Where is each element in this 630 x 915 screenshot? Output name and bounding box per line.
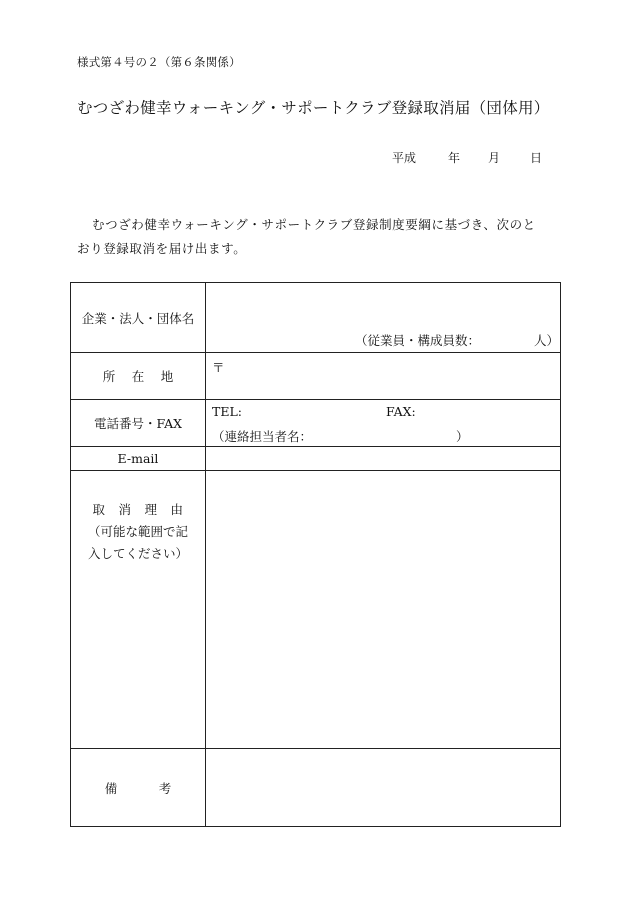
address-label-char-1: 所 bbox=[102, 369, 116, 384]
contact-name-suffix: ） bbox=[456, 429, 469, 444]
fax-label: FAX: bbox=[386, 404, 416, 419]
email-row bbox=[71, 447, 561, 471]
address-field[interactable] bbox=[206, 353, 561, 400]
reason-label-line-3: 入してください） bbox=[87, 546, 188, 561]
reason-row bbox=[71, 471, 561, 749]
body-text-line-2: おり登録取消を届け出ます。 bbox=[77, 241, 247, 256]
form-number: 様式第４号の２（第６条関係） bbox=[77, 55, 241, 69]
postal-mark: 〒 bbox=[212, 360, 225, 375]
org-name-field[interactable] bbox=[206, 283, 561, 353]
address-row bbox=[71, 353, 561, 400]
remarks-field[interactable] bbox=[206, 749, 561, 827]
cancellation-form-table bbox=[70, 282, 561, 827]
reason-label-line-2: （可能な範囲で記 bbox=[87, 524, 188, 539]
address-label bbox=[71, 353, 206, 400]
org-name-row bbox=[71, 283, 561, 353]
date-year: 年 bbox=[448, 151, 461, 165]
email-field[interactable] bbox=[206, 447, 561, 471]
tel-label: TEL: bbox=[212, 404, 242, 419]
contact-name-prefix: （連絡担当者名： bbox=[212, 429, 313, 444]
document-title: むつざわ健幸ウォーキング・サポートクラブ登録取消届（団体用） bbox=[77, 99, 550, 117]
reason-field[interactable] bbox=[206, 471, 561, 749]
employee-count-suffix: 人） bbox=[534, 333, 560, 348]
remarks-label-char-2: 考 bbox=[158, 780, 172, 796]
remarks-label bbox=[71, 749, 206, 827]
employee-count-prefix: （従業員・構成員数： bbox=[355, 333, 481, 348]
address-label-char-3: 地 bbox=[160, 369, 174, 384]
phone-fax-field[interactable] bbox=[206, 400, 561, 447]
date-month: 月 bbox=[488, 151, 501, 165]
date-day: 日 bbox=[530, 151, 543, 165]
remarks-row bbox=[71, 749, 561, 827]
email-label: E-mail bbox=[71, 447, 206, 471]
reason-label-line-1: 取 消 理 由 bbox=[92, 502, 184, 517]
org-name-label: 企業・法人・団体名 bbox=[71, 283, 206, 353]
reason-label bbox=[71, 471, 206, 749]
phone-fax-label: 電話番号・FAX bbox=[71, 400, 206, 447]
body-text-line-1: むつざわ健幸ウォーキング・サポートクラブ登録制度要綱に基づき、次のと bbox=[92, 217, 536, 232]
date-era: 平成 bbox=[392, 151, 417, 165]
remarks-label-char-1: 備 bbox=[104, 780, 118, 796]
address-label-char-2: 在 bbox=[131, 369, 145, 384]
phone-fax-row bbox=[71, 400, 561, 447]
